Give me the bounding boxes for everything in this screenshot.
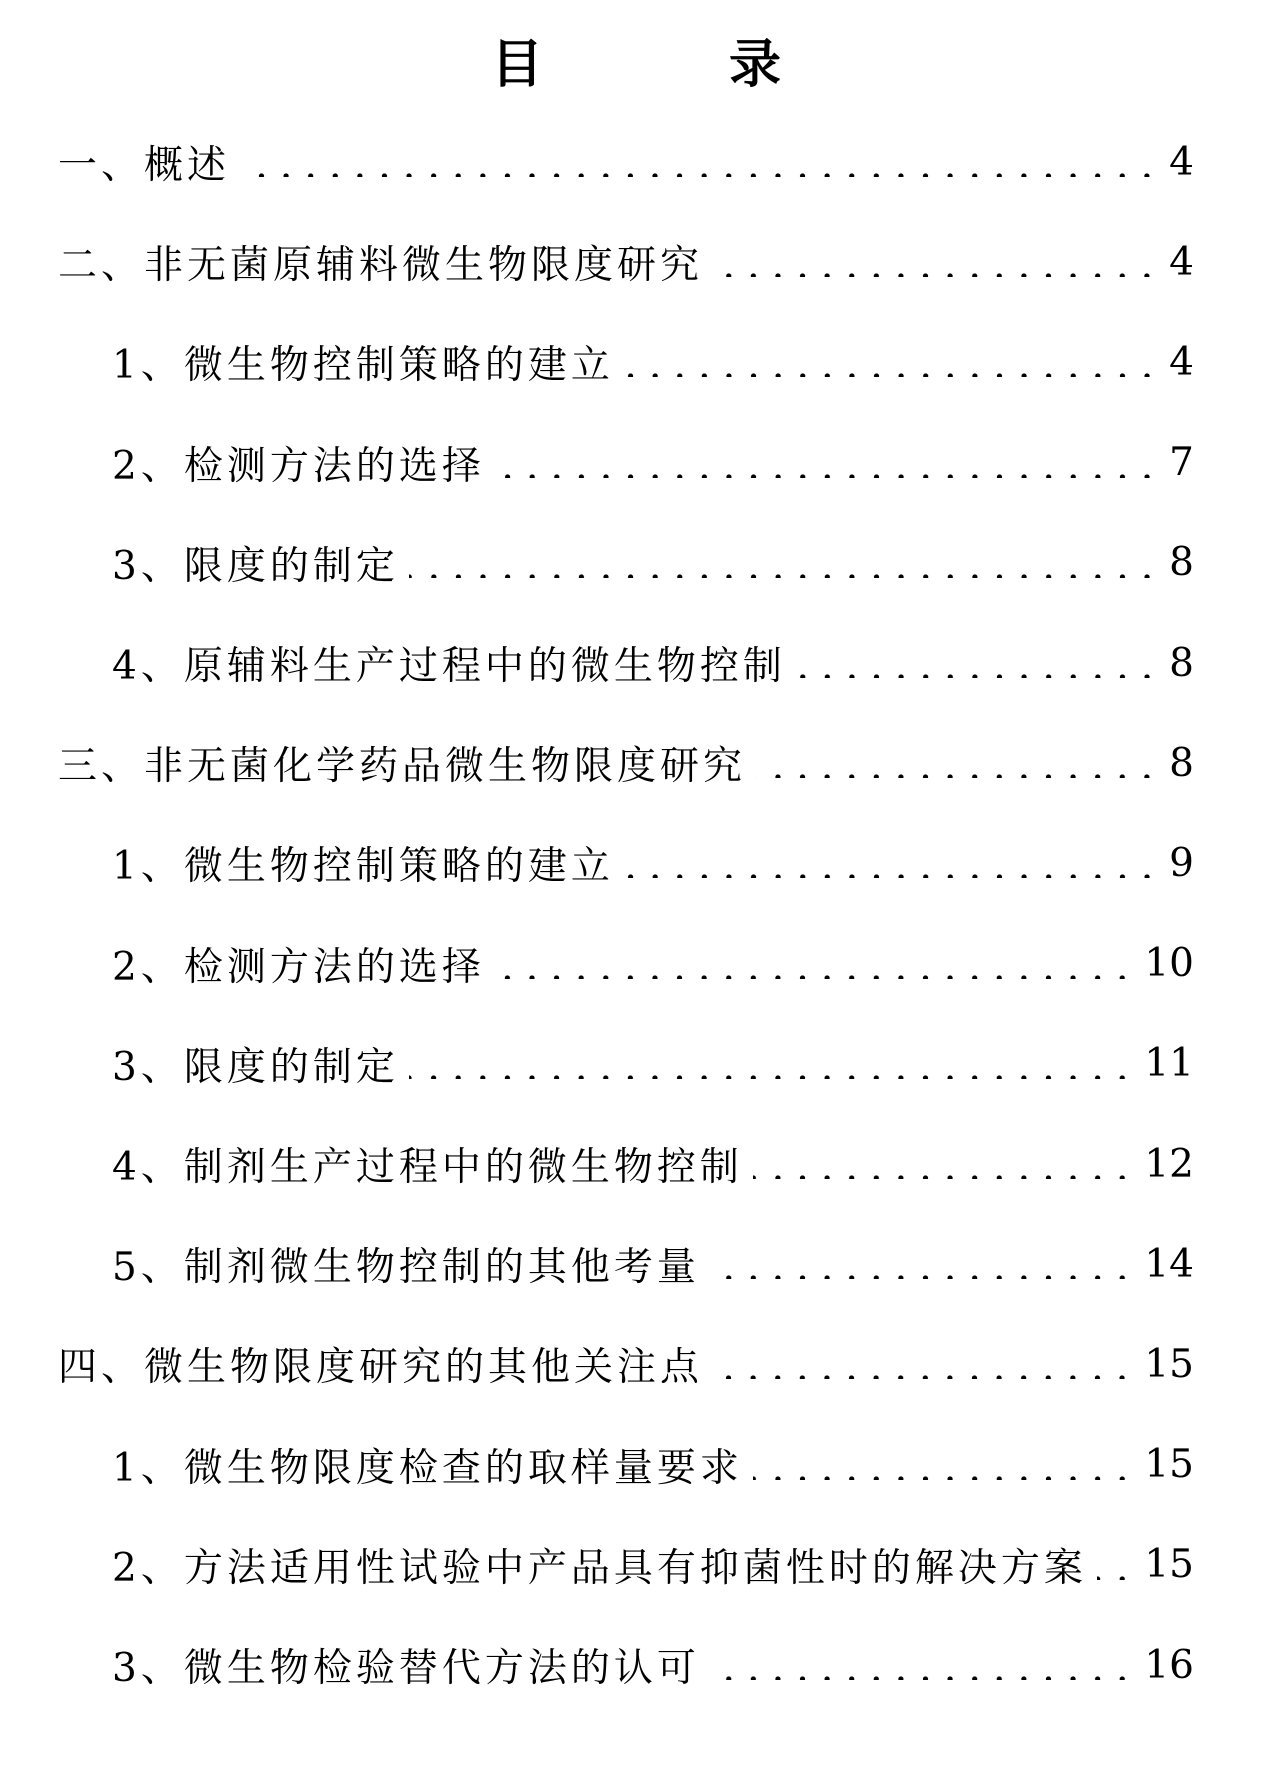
toc-entry-page-number: 9 [1169,840,1194,886]
dot-leader [713,1349,1134,1379]
toc-entry-page-number: 4 [1169,139,1194,185]
toc-entry-title: 二、非无菌原辅料微生物限度研究 [58,243,704,289]
dot-leader [240,147,1159,177]
dot-leader [624,848,1159,878]
toc-entry-title: 2、检测方法的选择 [112,443,485,489]
toc-entry-page-number: 8 [1169,540,1194,586]
dot-leader [756,748,1159,778]
toc-entry[interactable] [112,1635,1194,1695]
toc-entry-title: 四、微生物限度研究的其他关注点 [58,1345,704,1391]
toc-entry[interactable] [112,332,1194,392]
dot-leader [624,347,1159,377]
toc-entry[interactable] [112,1435,1194,1495]
toc-entry-title: 2、方法适用性试验中产品具有抑菌性时的解决方案 [112,1545,1087,1591]
dot-leader [796,648,1159,678]
toc-entry[interactable] [112,1034,1194,1094]
toc-entry-title: 3、限度的制定 [112,1044,399,1090]
toc-entry-title: 4、制剂生产过程中的微生物控制 [112,1145,743,1190]
toc-title: 目 录 [490,34,866,95]
dot-leader [495,949,1135,979]
toc-entry-page-number: 4 [1169,239,1194,285]
toc-entry-page-number: 8 [1169,640,1194,686]
toc-entry-page-number: 15 [1144,1542,1194,1588]
dot-leader [753,1450,1135,1480]
dot-leader [710,1650,1135,1680]
dot-leader [1097,1550,1135,1580]
toc-entry-title: 2、检测方法的选择 [112,944,485,990]
toc-entry[interactable] [58,132,1194,192]
toc-entry[interactable] [112,934,1194,994]
toc-entry-title: 1、微生物控制策略的建立 [112,343,614,389]
toc-entry-title: 1、微生物控制策略的建立 [112,844,614,890]
toc-entry-page-number: 4 [1169,339,1194,385]
dot-leader [753,1149,1135,1179]
dot-leader [409,548,1159,578]
toc-entry-page-number: 12 [1144,1141,1194,1187]
toc-entry[interactable] [58,1334,1194,1394]
toc-entry-page-number: 8 [1169,740,1194,786]
toc-entry-title: 3、微生物检验替代方法的认可 [112,1646,700,1691]
toc-entry-page-number: 7 [1169,440,1194,486]
toc-entry-title: 4、原辅料生产过程中的微生物控制 [112,644,786,689]
dot-leader [710,1249,1135,1279]
toc-entry-page-number: 15 [1144,1341,1194,1387]
toc-entry-page-number: 11 [1144,1041,1194,1087]
toc-entry[interactable] [112,533,1194,593]
toc-entry-title: 一、概述 [58,143,231,188]
dot-leader [495,448,1159,478]
toc-entry[interactable] [112,1134,1194,1194]
toc-entry[interactable] [112,1234,1194,1294]
toc-entry-title: 5、制剂微生物控制的其他考量 [112,1245,700,1291]
toc-entry[interactable] [112,433,1194,493]
toc-entry[interactable] [58,733,1194,793]
toc-entry[interactable] [58,232,1194,292]
dot-leader [409,1049,1135,1079]
toc-entry-title: 1、微生物限度检查的取样量要求 [112,1445,743,1491]
toc-entry[interactable] [112,833,1194,893]
toc-entry-title: 3、限度的制定 [112,543,399,589]
toc-entry[interactable] [112,1535,1194,1595]
toc-entry-page-number: 15 [1144,1442,1194,1488]
toc-entry-title: 三、非无菌化学药品微生物限度研究 [58,744,747,790]
toc-entry-page-number: 10 [1144,941,1194,987]
toc-entry[interactable] [112,633,1194,693]
toc-entry-page-number: 14 [1144,1241,1194,1287]
dot-leader [713,247,1159,277]
toc-entry-page-number: 16 [1144,1642,1194,1688]
